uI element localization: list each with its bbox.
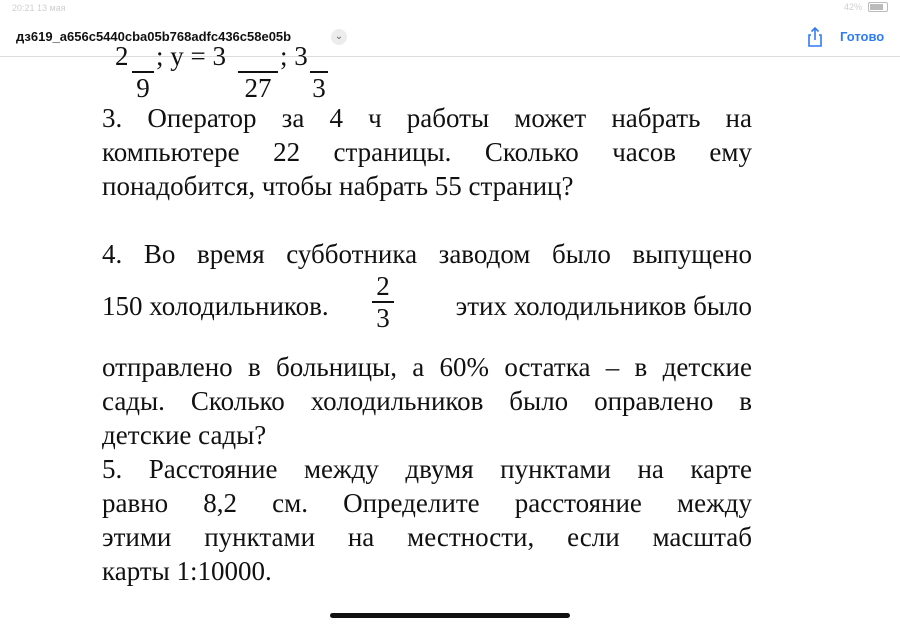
task-4-line-4: сады. Сколько холодильников было оправлено в [102, 386, 752, 416]
done-button[interactable]: Готово [840, 29, 885, 44]
battery-icon [868, 2, 888, 12]
fraction-fragment-2: 27 [238, 41, 278, 103]
share-icon[interactable] [804, 26, 826, 48]
fraction-fragment-1: 9 [132, 41, 154, 103]
document-page [0, 41, 900, 625]
task-4-line-3: отправлено в больницы, а 60% остатка – в детские [102, 352, 752, 382]
task-5-line-1: 5. Расстояние между двумя пунктами на карте [102, 454, 752, 484]
task-5-line-4: карты 1:10000. [102, 556, 272, 586]
task-4-fraction: 2 3 [372, 271, 394, 333]
task-4-line-2-end: этих холодильников было [455, 291, 752, 321]
home-indicator[interactable] [330, 613, 570, 618]
status-bar [0, 0, 900, 18]
task-3-line-1: 3. Оператор за 4 ч работы может набрать на [102, 103, 752, 133]
fraction-fragment-3: 3 [310, 41, 328, 103]
task-5-line-3: этими пунктами на местности, если масштаб [102, 522, 752, 552]
formula-fragment-1: 2 [115, 41, 129, 71]
task-4-line-1: 4. Во время субботника заводом было выпущено [102, 239, 752, 269]
formula-fragment-3: ; 3 [280, 41, 308, 71]
task-4-line-2-start: 150 холодильников. [102, 291, 329, 321]
document-title[interactable]: дз619_a656c5440cba05b768adfc436c58e05b [16, 29, 292, 44]
task-3-line-3: понадобится, чтобы набрать 55 страниц? [102, 171, 574, 201]
task-3-line-2: компьютере 22 страницы. Сколько часов ему [102, 137, 752, 167]
chevron-down-icon[interactable]: ⌄ [331, 29, 347, 45]
task-5-line-2: равно 8,2 см. Определите расстояние между [102, 488, 752, 518]
task-4-line-5: детские сады? [102, 420, 267, 450]
formula-fragment-2: ; y = 3 [156, 41, 226, 71]
battery-percent: 42% [843, 2, 862, 12]
status-time: 20:21 13 мая [12, 3, 66, 13]
status-right [844, 2, 888, 12]
